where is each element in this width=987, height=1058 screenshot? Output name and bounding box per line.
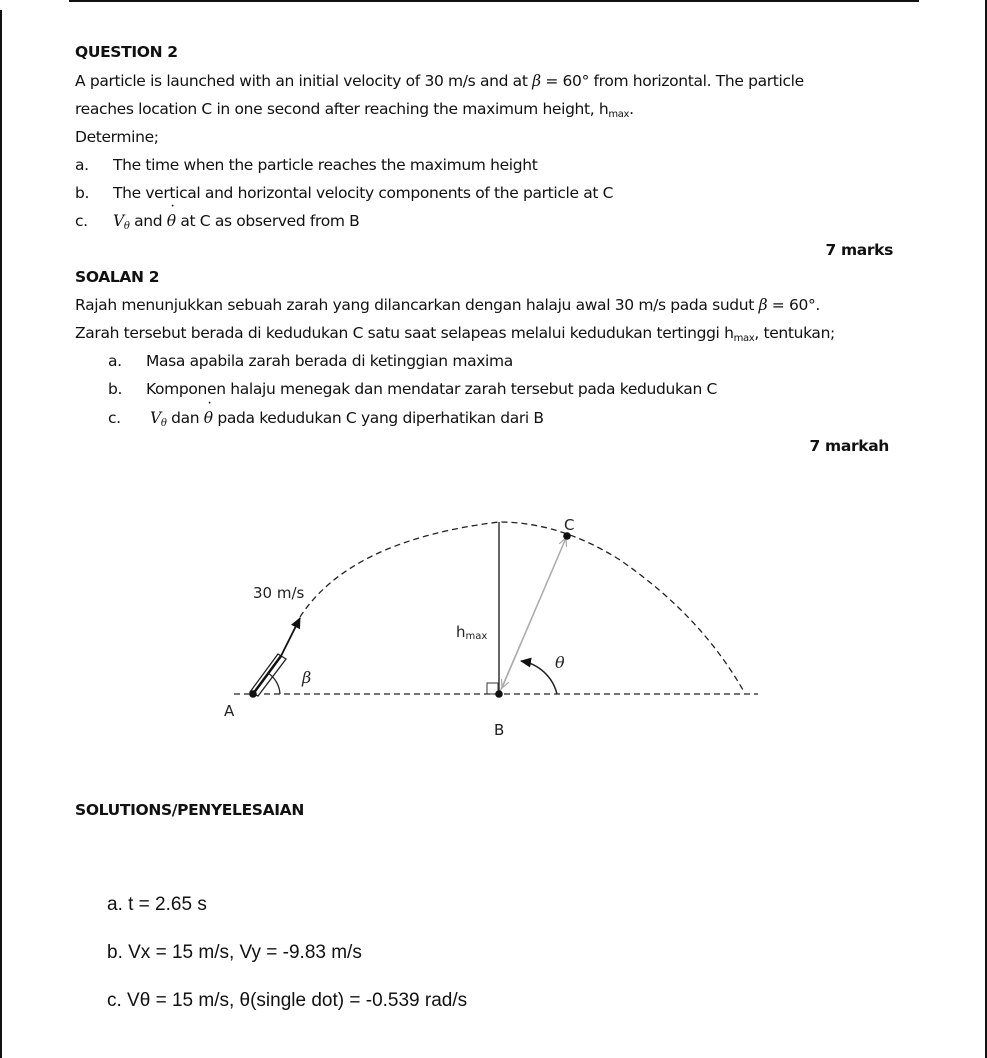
soalan-item-c: c. Vθ dan ˙ θ pada kedudukan C yang diperhatikan dari B: [108, 409, 544, 427]
soalan-item-a: a. Masa apabila zarah berada di ketinggian maxima: [108, 352, 513, 370]
soalan-item-b: b. Komponen halaju menegak dan mendatar zarah tersebut pada kedudukan C: [108, 380, 717, 398]
beta-symbol: β: [532, 72, 541, 90]
point-a-dot: [249, 690, 257, 698]
question-marks: 7 marks: [825, 241, 893, 259]
soalan-line-2: Zarah tersebut berada di kedudukan C satu saat selapeas melalui kedudukan tertinggi hmax, tentukan;: [75, 324, 835, 344]
hmax-label: hmax: [456, 623, 488, 642]
trajectory-curve: [300, 522, 743, 690]
theta-dot-symbol: ˙ θ: [204, 409, 213, 427]
question-determine: Determine;: [75, 128, 159, 146]
launcher-icon: [250, 654, 286, 696]
point-a-label: A: [224, 702, 235, 720]
question-item-a: a. The time when the particle reaches the maximum height: [75, 156, 538, 174]
solution-a: a. t = 2.65 s: [107, 894, 207, 915]
question-item-b: b. The vertical and horizontal velocity components of the particle at C: [75, 184, 614, 202]
solution-c: c. Vθ = 15 m/s, θ(single dot) = -0.539 rad/s: [107, 990, 468, 1011]
point-b-label: B: [494, 721, 505, 739]
theta-label: θ: [555, 653, 565, 672]
velocity-label: 30 m/s: [253, 584, 305, 602]
question-intro-line-1: A particle is launched with an initial velocity of 30 m/s and at β = 60° from horizontal. The particle: [75, 72, 804, 90]
point-b-dot: [495, 690, 503, 698]
solution-b: b. Vx = 15 m/s, Vy = -9.83 m/s: [107, 942, 362, 963]
solutions-title: SOLUTIONS/PENYELESAIAN: [75, 801, 304, 819]
soalan-marks: 7 markah: [809, 437, 889, 455]
soalan-title: SOALAN 2: [75, 268, 160, 286]
initial-velocity-arrow: [281, 618, 300, 656]
beta-symbol: β: [758, 296, 768, 314]
beta-label: β: [302, 668, 312, 687]
question-title: QUESTION 2: [75, 43, 178, 61]
v-theta-symbol: Vθ: [113, 212, 130, 232]
point-c-label: C: [564, 516, 575, 534]
soalan-line-1: Rajah menunjukkan sebuah zarah yang dilancarkan dengan halaju awal 30 m/s pada sudut β = 60°.: [75, 296, 820, 314]
question-intro-line-2: reaches location C in one second after reaching the maximum height, hmax.: [75, 100, 634, 120]
theta-angle-arc: [521, 661, 557, 694]
v-theta-symbol: Vθ: [150, 409, 167, 429]
theta-dot-symbol: ˙ θ: [167, 212, 176, 230]
question-item-c: c. Vθ and ˙ θ at C as observed from B: [75, 212, 359, 230]
